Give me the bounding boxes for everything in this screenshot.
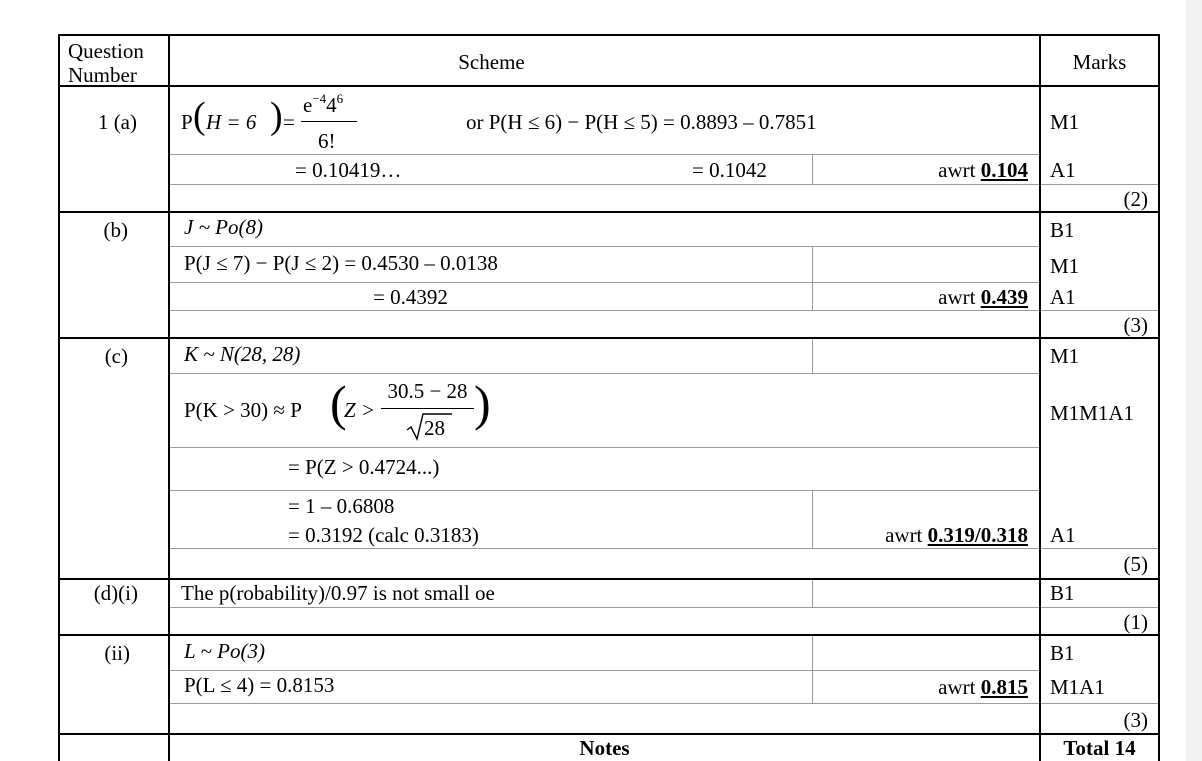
mark-code: M1 [1050, 344, 1080, 368]
header-scheme: Scheme [458, 50, 525, 74]
mark-code: M1A1 [1050, 675, 1105, 699]
cell-rule [812, 246, 813, 310]
section-separator [58, 578, 1160, 580]
column-divider-marks [1039, 34, 1041, 761]
mark-code: A1 [1050, 285, 1076, 309]
cell-rule [812, 490, 813, 548]
question-label-1a: 1 (a) [97, 110, 137, 134]
row-rule [170, 282, 1039, 283]
fraction-bar [381, 408, 474, 409]
row-rule [170, 373, 1039, 374]
row-rule [170, 490, 1039, 491]
part-total: (5) [1123, 552, 1148, 576]
working-line: = 0.3192 (calc 0.3183) [288, 523, 479, 547]
header-marks: Marks [1072, 50, 1127, 74]
marks-rule [1041, 548, 1158, 549]
section-separator [58, 733, 1160, 735]
question-label-1dii: (ii) [104, 641, 130, 665]
table-top-border [58, 34, 1160, 36]
row-rule [170, 670, 1039, 671]
notes-heading: Notes [579, 736, 630, 760]
marks-rule [1041, 184, 1158, 185]
row-rule [170, 548, 1039, 549]
marks-rule [1041, 607, 1158, 608]
section-separator [58, 211, 1160, 213]
table-right-border [1158, 34, 1160, 761]
alternative-method: or P(H ≤ 6) − P(H ≤ 5) = 0.8893 – 0.7851 [466, 110, 817, 134]
mark-code: A1 [1050, 523, 1076, 547]
row-rule [170, 154, 1039, 155]
page-gutter [1186, 0, 1202, 761]
cell-rule [812, 580, 813, 607]
row-rule [170, 607, 1039, 608]
distribution-statement: K ~ N(28, 28) [184, 342, 301, 366]
cell-rule [812, 339, 813, 373]
distribution-statement: L ~ Po(3) [184, 639, 265, 663]
row-rule [170, 246, 1039, 247]
row-rule [170, 447, 1039, 448]
mark-code: B1 [1050, 218, 1075, 242]
question-total: Total 14 [1063, 736, 1136, 760]
part-total: (1) [1123, 610, 1148, 634]
row-rule [170, 310, 1039, 311]
awrt-answer: awrt 0.319/0.318 [885, 523, 1028, 547]
part-total: (2) [1123, 187, 1148, 211]
mark-code: M1 [1050, 110, 1080, 134]
section-separator [58, 634, 1160, 636]
cell-rule [812, 154, 813, 184]
question-label-1b: (b) [103, 218, 128, 242]
section-separator [58, 337, 1160, 339]
mark-code: M1M1A1 [1050, 401, 1135, 425]
mark-code: B1 [1050, 581, 1075, 605]
row-rule [170, 184, 1039, 185]
awrt-answer: awrt 0.439 [938, 285, 1028, 309]
mark-code: M1 [1050, 254, 1080, 278]
header-question-number: Question Number [68, 39, 144, 87]
working-line: = P(Z > 0.4724...) [288, 455, 440, 479]
distribution-statement: J ~ Po(8) [184, 215, 263, 239]
header-separator [58, 85, 1160, 87]
part-total: (3) [1123, 313, 1148, 337]
working-value: = 0.1042 [692, 158, 767, 182]
question-label-1c: (c) [104, 344, 128, 368]
working-line: P(L ≤ 4) = 0.8153 [184, 673, 335, 697]
part-total: (3) [1123, 708, 1148, 732]
mark-code: A1 [1050, 158, 1076, 182]
mark-code: B1 [1050, 641, 1075, 665]
fraction-bar [301, 121, 357, 122]
column-divider-question [168, 34, 170, 761]
marks-rule [1041, 310, 1158, 311]
question-label-1di: (d)(i) [93, 581, 138, 605]
awrt-answer: awrt 0.815 [938, 675, 1028, 699]
working-value: = 0.10419… [295, 158, 402, 182]
awrt-answer: awrt 0.104 [938, 158, 1028, 182]
working-line: = 1 – 0.6808 [288, 494, 395, 518]
marks-rule [1041, 703, 1158, 704]
row-rule [170, 703, 1039, 704]
cell-rule [812, 636, 813, 703]
working-value: = 0.4392 [373, 285, 448, 309]
answer-statement: The p(robability)/0.97 is not small oe [181, 581, 495, 605]
working-line: P(J ≤ 7) − P(J ≤ 2) = 0.4530 – 0.0138 [184, 251, 498, 275]
